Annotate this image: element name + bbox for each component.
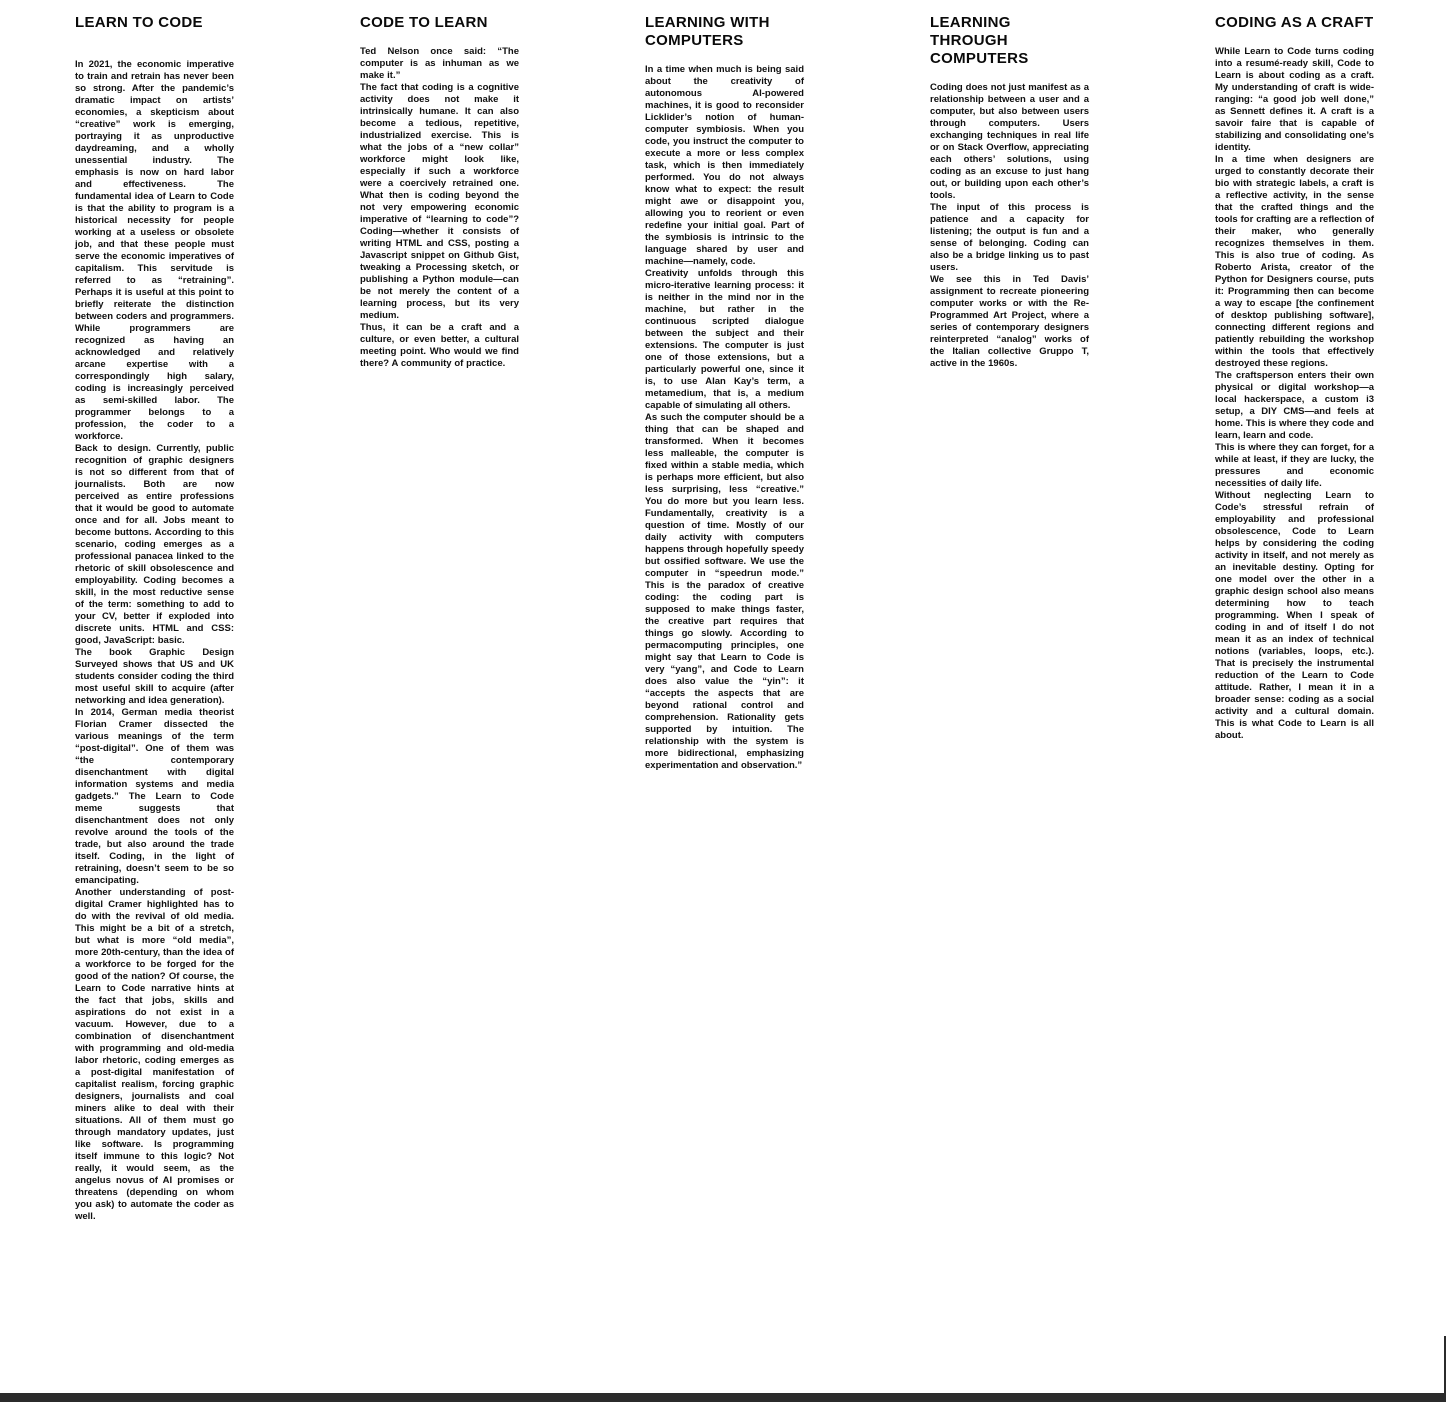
column-title: LEARNING WITH COMPUTERS [645, 14, 770, 49]
bottom-rule [0, 1393, 1446, 1402]
paragraph: Thus, it can be a craft and a culture, or even better, a cultural meeting point. Who would we find there? A community of practice. [360, 322, 519, 369]
paragraph: As such the computer should be a thing that can be shaped and transformed. When it becomes less malleable, the computer is fixed within a stable media, which is perhaps more efficient, but also less surprising, less “creative.” You do more but you learn less. Fundamentally, creativity is a question of time. Mostly of our daily activity with computers happens through hopefully speedy but ossified software. We use the computer in “speedrun mode.” This is the paradox of creative coding: the coding part is supposed to make things faster, the creative part requires that things go slowly. According to permacomputing principles, one might say that Learn to Code is very “yang”, and Code to Learn does also value the “yin”: it “accepts the aspects that are beyond rational control and comprehension. Rationality gets supported by intuition. The relationship with the system is more bidirectional, emphasizing experimentation and observation.” [645, 412, 804, 771]
column-title: LEARN TO CODE [75, 14, 203, 31]
column-learning-with-computers [645, 14, 804, 772]
paragraph: Coding does not just manifest as a relationship between a user and a computer, but also between users through computers. Users exchanging techniques in real life or on Stack Overflow, appreciating each others’ solutions, using coding as an excuse to just hang out, or building upon each other’s tools. [930, 82, 1089, 201]
paragraph: The craftsperson enters their own physical or digital workshop—a local hackerspace, a custom i3 setup, a DIY CMS—and feels at home. This is where they code and learn, learn and code. [1215, 370, 1374, 441]
column-learn-to-code [75, 14, 234, 1223]
paragraph: This is where they can forget, for a while at least, if they are lucky, the pressures and economic necessities of daily life. [1215, 442, 1374, 489]
paragraph: The book Graphic Design Surveyed shows that US and UK students consider coding the third most useful skill to acquire (after networking and idea generation). [75, 647, 234, 706]
paragraph: In 2014, German media theorist Florian Cramer dissected the various meanings of the term “post-digital”. One of them was “the contemporary disenchantment with digital information systems and media gadgets.” The Learn to Code meme suggests that disenchantment does not only revolve around the tools of the trade, but also around the trade itself. Coding, in the light of retraining, doesn’t seem to be so emancipating. [75, 707, 234, 886]
paragraph: We see this in Ted Davis’ assignment to recreate pioneering computer works or with the Re-Programmed Art Project, where a series of contemporary designers reinterpreted “analog” works of the Italian collective Gruppo T, active in the 1960s. [930, 274, 1089, 369]
paragraph: In a time when designers are urged to constantly decorate their bio with strategic labels, a craft is a reflective activity, in the sense that the crafted things and the tools for crafting are a reflection of their maker, who generally recognizes themselves in them. This is also true of coding. As Roberto Arista, creator of the Python for Designers course, puts it: Programming then can become a way to escape [the confinement of desktop publishing software], connecting different regions and patiently rebuilding the workshop within the tools that effectively destroyed these regions. [1215, 154, 1374, 369]
column-title: LEARNING THROUGH COMPUTERS [930, 14, 1029, 67]
paragraph: Back to design. Currently, public recognition of graphic designers is not so different from that of journalists. Both are now perceived as entire professions that it would be good to automate once and for all. Jobs meant to become buttons. According to this scenario, coding emerges as a professional panacea linked to the rhetoric of skill obsolescence and employability. Coding becomes a skill, in the most reductive sense of the term: something to add to your CV, better if exploded into discrete units. HTML and CSS: good, JavaScript: basic. [75, 443, 234, 646]
column-coding-as-a-craft [1215, 14, 1374, 742]
paragraph: Creativity unfolds through this micro-iterative learning process: it is neither in the mind nor in the machine, but rather in the continuous scripted dialogue between the subject and their extensions. The computer is just one of those extensions, but a particularly powerful one, since it is, to use Alan Kay’s term, a metamedium, that is, a medium capable of simulating all others. [645, 268, 804, 411]
paragraph: Ted Nelson once said: “The computer is as inhuman as we make it.” [360, 46, 519, 81]
paragraph: The fact that coding is a cognitive activity does not make it intrinsically humane. It can also become a tedious, repetitive, industrialized exercise. This is what the jobs of a “new collar” workforce might look like, especially if such a workforce were a coercively retrained one. What then is coding beyond the not very empowering economic imperative of “learning to code”? Coding—whether it consists of writing HTML and CSS, posting a Javascript snippet on Github Gist, tweaking a Processing sketch, or publishing a Python module—can be not merely the content of a learning process, but its very medium. [360, 82, 519, 321]
column-title: CODE TO LEARN [360, 14, 488, 31]
column-title: CODING AS A CRAFT [1215, 14, 1374, 31]
column-code-to-learn [360, 14, 519, 370]
paragraph: In a time when much is being said about the creativity of autonomous AI-powered machines, it is good to reconsider Licklider’s notion of human-computer symbiosis. When you code, you instruct the computer to execute a more or less complex task, which is then immediately performed. You do not always know what to expect: the result might awe or disappoint you, allowing you to reorient or even redefine your initial goal. Part of the symbiosis is intrinsic to the language shared by user and machine—namely, code. [645, 64, 804, 267]
paragraph: Another understanding of post-digital Cramer highlighted has to do with the revival of old media. This might be a bit of a stretch, but what is more “old media”, more 20th-century, than the idea of a workforce to be forged for the good of the nation? Of course, the Learn to Code narrative hints at the fact that jobs, skills and aspirations do not exist in a vacuum. However, due to a combination of disenchantment with programming and old-media labor rhetoric, coding emerges as a post-digital manifestation of capitalist realism, forcing graphic designers, journalists and coal miners alike to deal with their situations. All of them must go through mandatory updates, just like software. Is programming itself immune to this logic? Not really, it would seem, as the angelus novus of AI promises or threatens (depending on whom you ask) to automate the coder as well. [75, 887, 234, 1222]
column-learning-through-computers [930, 14, 1089, 370]
paragraph: Without neglecting Learn to Code’s stressful refrain of employability and professional obsolescence, Code to Learn helps by considering the coding activity in itself, and not merely as an inevitable destiny. Opting for one model over the other in a graphic design school also means determining how to teach programming. When I speak of coding in and of itself I do not mean it as an index of technical notions (variables, loops, etc.). That is precisely the instrumental reduction of the Learn to Code attitude. Rather, I mean it in a broader sense: coding as a social activity and a cultural domain. This is what Code to Learn is all about. [1215, 490, 1374, 741]
paragraph: While Learn to Code turns coding into a resumé-ready skill, Code to Learn is about coding as a craft. My understanding of craft is wide-ranging: “a good job well done,” as Sennett defines it. A craft is a savoir faire that is capable of stabilizing and consolidating one’s identity. [1215, 46, 1374, 153]
paragraph: The input of this process is patience and a capacity for listening; the output is fun and a sense of belonging. Coding can also be a bridge linking us to past users. [930, 202, 1089, 273]
paragraph: In 2021, the economic imperative to train and retrain has never been so strong. After the pandemic’s dramatic impact on artists’ economies, a skepticism about “creative” work is emerging, portraying it as unproductive daydreaming, and a wholly unessential industry. The emphasis is now on hard labor and effectiveness. The fundamental idea of Learn to Code is that the ability to program is a historical necessity for people working at a useless or obsolete job, and that these people must serve the economic imperatives of capitalism. This servitude is referred to as “retraining”. Perhaps it is useful at this point to briefly reiterate the distinction between coders and programmers. While programmers are recognized as having an acknowledged and relatively arcane expertise with a correspondingly high salary, coding is increasingly perceived as semi-skilled labor. The programmer belongs to a profession, the coder to a workforce. [75, 59, 234, 442]
